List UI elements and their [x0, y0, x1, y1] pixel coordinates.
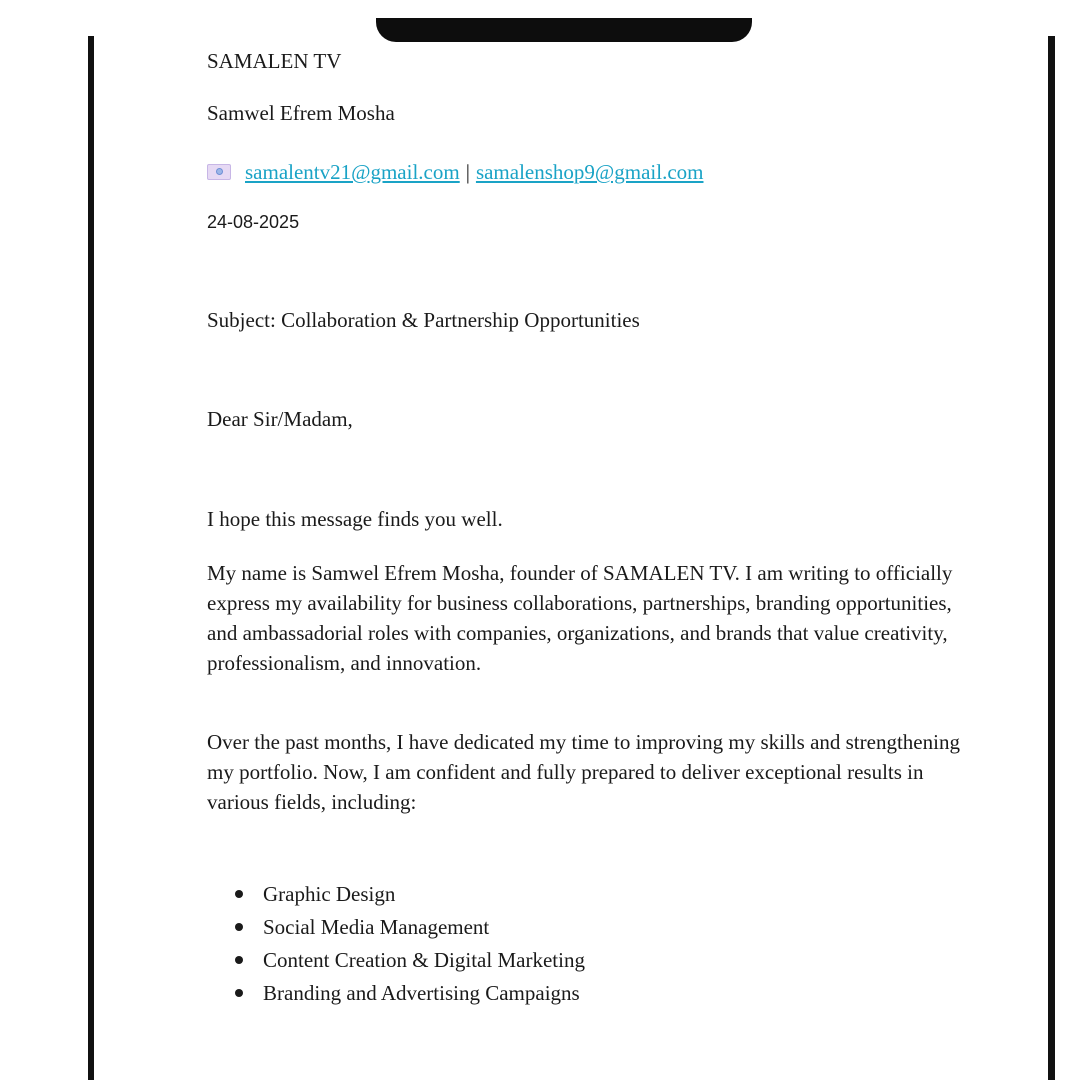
email-separator: |	[465, 160, 470, 184]
skills-list	[207, 879, 585, 1011]
envelope-icon	[207, 164, 231, 180]
list-item: Branding and Advertising Campaigns	[207, 978, 585, 1011]
device-frame-right	[1048, 36, 1055, 1080]
device-frame-left	[88, 36, 94, 1080]
list-item: Graphic Design	[207, 879, 585, 912]
list-item: Social Media Management	[207, 912, 585, 945]
letter-date: 24-08-2025	[207, 212, 300, 232]
author-name: Samwel Efrem Mosha	[207, 101, 395, 125]
contact-row	[207, 157, 703, 187]
email-link-primary[interactable]: samalentv21@gmail.com	[245, 160, 460, 184]
letter-subject: Subject: Collaboration & Partnership Opportunities	[207, 308, 640, 332]
list-item: Content Creation & Digital Marketing	[207, 945, 585, 978]
channel-name: SAMALEN TV	[207, 49, 342, 73]
letter-salutation: Dear Sir/Madam,	[207, 407, 353, 431]
camera-notch	[376, 18, 752, 42]
email-link-secondary[interactable]: samalenshop9@gmail.com	[475, 160, 704, 184]
paragraph-greeting: I hope this message finds you well.	[207, 507, 503, 531]
paragraph-experience: Over the past months, I have dedicated my time to improving my skills and strengthening my portfolio. Now, I am confident and fully prepared to deliver exceptional results in various fields, including:	[207, 730, 960, 814]
paragraph-introduction: My name is Samwel Efrem Mosha, founder of SAMALEN TV. I am writing to officially express my availability for business collaborations, partnerships, branding opportunities, and ambassadorial roles with companies, organizations, and brands that value creativity, professionalism, and innovation.	[207, 561, 953, 675]
